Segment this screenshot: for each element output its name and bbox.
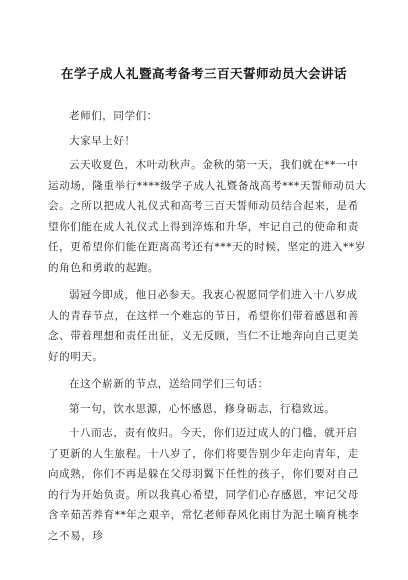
salutation-paragraph: 大家早上好！ [69, 134, 136, 147]
body-paragraph: 弱冠今即成，他日必参天。我衷心祝愿同学们进入十八岁成人的青春节点，在这样一个难忘的节日，希望你们带着感恩和善念、带着理想和责任出征，义无反顾，当仁不让地奔向自己更美好的明天。 [48, 289, 359, 363]
body-paragraph: 十八而志，责有攸归。今天，你们迈过成人的门槛，就开启了更新的人生旅程。十八岁了，你们将要告别少年走向青年，走向成熟，你们不再是躲在父母羽翼下任性的孩子，你们要对自己的行为开始负责。所以我真心希望，同学们心存感恩，牢记父母含辛茹苦养育**年之艰辛，常忆老师春风化雨甘为泥土嘀育桃李之不易，珍 [48, 427, 360, 542]
document-title: 在学子成人礼暨高考备考三百天誓师动员大会讲话 [60, 66, 347, 81]
body-paragraph: 云天收夏色，木叶动秋声。金秋的第一天，我们就在**一中运动场，隆重举行****级学子成人礼暨备战高考***天誓师动员大会。之所以把成人礼仪式和高考三百天誓师动员结合起来，是希望你们能在成人礼仪式上得到淬炼和升华，牢记自己的使命和责任，更希望你们能在距离高考还有***天的时候，坚定的进入**岁的角色和勇敢的起跑。 [48, 159, 367, 274]
body-paragraph: 第一句，饮水思源，心怀感恩，修身砺志，行稳致远。 [69, 402, 336, 415]
body-paragraph: 在这个崭新的节点，送给同学们三句话： [69, 378, 269, 390]
greeting-paragraph: 老师们，同学们： [69, 110, 158, 122]
document-body [48, 106, 368, 553]
